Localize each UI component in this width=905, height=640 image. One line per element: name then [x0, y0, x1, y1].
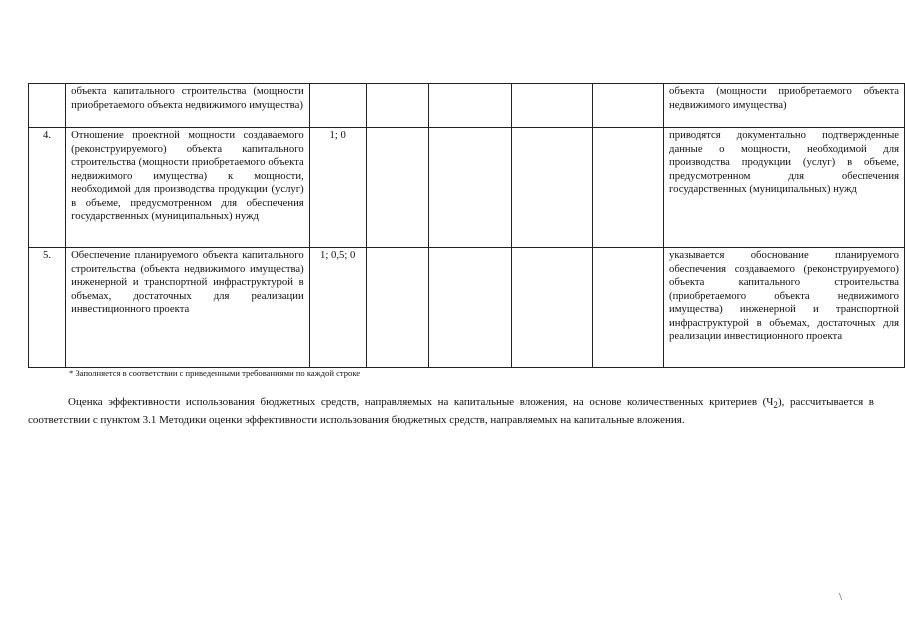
- table-row: [29, 84, 905, 128]
- cell-empty: [511, 128, 593, 248]
- paragraph-subscript: 2: [773, 400, 778, 411]
- cell-criterion: Отношение проектной мощности создаваемого (реконструируемого) объекта капитального строительства (мощности приобретаемого объекта недвижимого имущества) к мощности, необходимой для производства продукции (услуг) в объеме, предусмотренном для обеспечения государственных (муниципальных) нужд: [66, 128, 310, 248]
- cell-requirement: указывается обоснование планируемого обеспечения создаваемого (реконструируемого) объекта капитального строительства (приобретаемого объекта недвижимого имущества) инженерной и транспортной инфраструктурой в объемах, достаточных для реализации инвестиционного проекта: [664, 248, 905, 368]
- cell-number: 4.: [29, 128, 66, 248]
- cell-empty: [366, 248, 429, 368]
- footnote: * Заполняется в соответствии с приведенными требованиями по каждой строке: [69, 368, 361, 378]
- body-paragraph: [28, 395, 874, 427]
- cell-score: 1; 0: [309, 128, 366, 248]
- cell-empty: [366, 128, 429, 248]
- cell-criterion: Обеспечение планируемого объекта капитального строительства (объекта недвижимого имущества) инженерной и транспортной инфраструктурой в объемах, достаточных для реализации инвестиционного проекта: [66, 248, 310, 368]
- page-mark: \: [839, 591, 843, 603]
- table-row: [29, 248, 905, 368]
- cell-empty: [511, 84, 593, 128]
- paragraph-text-start: Оценка эффективности использования бюджетных средств, направляемых на капитальные вложения, на основе количественных критериев (Ч: [68, 396, 774, 408]
- cell-empty: [366, 84, 429, 128]
- cell-empty: [511, 248, 593, 368]
- cell-empty: [429, 128, 512, 248]
- cell-score: [309, 84, 366, 128]
- cell-empty: [593, 248, 664, 368]
- cell-criterion: объекта капитального строительства (мощности приобретаемого объекта недвижимого имущества): [66, 84, 310, 128]
- paragraph-text-end: ), рассчитывается в соответствии с пунктом 3.1 Методики оценки эффективности использования бюджетных средств, направляемых на капитальные вложения.: [28, 396, 874, 426]
- cell-requirement: объекта (мощности приобретаемого объекта недвижимого имущества): [664, 84, 905, 128]
- cell-number: 5.: [29, 248, 66, 368]
- cell-empty: [593, 84, 664, 128]
- table-row: [29, 128, 905, 248]
- criteria-table: [28, 83, 905, 368]
- cell-requirement: приводятся документально подтвержденные данные о мощности, необходимой для производства продукции (услуг) в объеме, предусмотренном для обеспечения государственных (муниципальных) нужд: [664, 128, 905, 248]
- cell-score: 1; 0,5; 0: [309, 248, 366, 368]
- cell-empty: [593, 128, 664, 248]
- cell-empty: [429, 248, 512, 368]
- criteria-table-body: [29, 84, 905, 368]
- cell-number: [29, 84, 66, 128]
- cell-empty: [429, 84, 512, 128]
